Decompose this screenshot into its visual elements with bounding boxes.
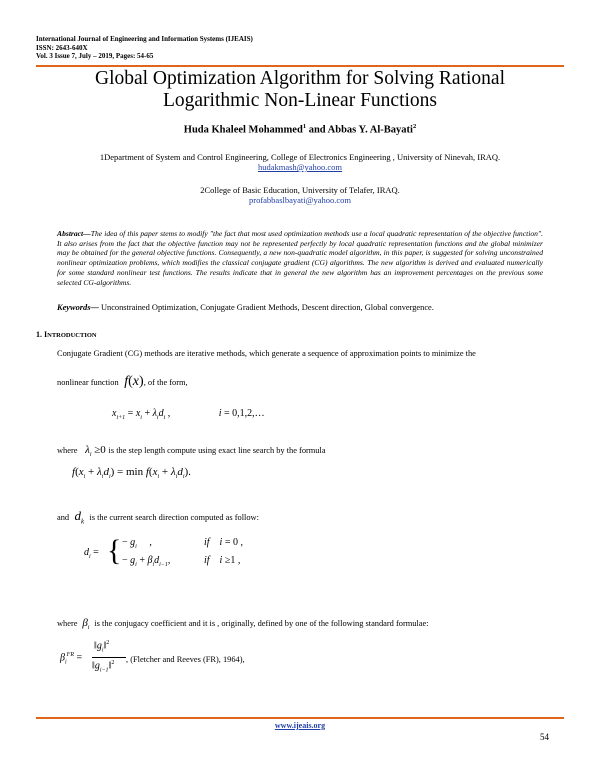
equation-line-search: $f(x_i + \lambda_id_i) = \min f(x_i + \lambda_id_i)$. bbox=[72, 466, 191, 481]
email-2-link[interactable]: profabbaslbayati@yahoo.com bbox=[248, 195, 351, 205]
paragraph-1: Conjugate Gradient (CG) methods are iterative methods, which generate a sequence of approximation points to minimize the bbox=[57, 349, 476, 358]
equation-dk: $d_k$ bbox=[71, 508, 85, 526]
keywords bbox=[57, 303, 557, 312]
affiliation-1 bbox=[40, 152, 560, 172]
journal-issn: ISSN: 2643-640X bbox=[36, 43, 88, 52]
journal-volume: Vol. 3 Issue 7, July – 2019, Pages: 54-65 bbox=[36, 52, 154, 61]
email-1-link[interactable]: hudakmash@yahoo.com bbox=[257, 162, 343, 172]
author-1: Huda Khaleel Mohammed bbox=[183, 124, 303, 136]
affiliation-2-text: 2College of Basic Education, University of Telafer, IRAQ. bbox=[200, 185, 400, 195]
equation-direction: $d_i$ = { − $g_i$ , if i = 0 , − $g_i + \beta_id_{i-1}$, if i ≥1 , bbox=[84, 534, 243, 568]
footer-rule bbox=[36, 717, 564, 719]
title-line-1: Global Optimization Algorithm for Solving Rational bbox=[94, 68, 505, 89]
section-heading: 1. INTRODUCTION bbox=[36, 330, 97, 339]
author-2-sup: 2 bbox=[412, 123, 417, 130]
page-number: 54 bbox=[540, 732, 549, 742]
author-1-sup: 1 bbox=[302, 123, 307, 130]
affiliation-1-text: 1Department of System and Control Engineering, College of Electronics Engineering , University of Ninevah, IRAQ. bbox=[99, 152, 501, 162]
header-rule bbox=[36, 65, 564, 67]
journal-header bbox=[36, 35, 253, 61]
journal-name: International Journal of Engineering and Information Systems (IJEAIS) bbox=[36, 35, 253, 43]
equation-fx: f(x) bbox=[120, 374, 144, 389]
equation-iteration: $x_{i+1} = x_i + \lambda_id_i$ , i = 0,1,2,… bbox=[112, 408, 265, 421]
abstract-text: The idea of this paper stems to modify "the fact that most used optimization methods use a local quadratic representation of the objective function". It also arises from the fact that the objective function may not be represented perfectly by local quadratic representation functions and the global minimizer may be obtained for the general objective functions. Consequently, a new non-quadratic model algorithm, in this paper, is suggested for solving unconstrained nonlinear optimization problems, which modifies the classical conjugate gradient (CG) algorithms. The new algorithm is derived and evaluated numerically for some standard nonlinear test functions. The results indicate that in general the new algorithm has an improvement percentages on the previous some selected CG-algorithms. bbox=[57, 229, 543, 287]
keywords-label: Keywords— bbox=[57, 303, 99, 312]
authors bbox=[40, 123, 560, 136]
paragraph-4: and $d_k$ is the current search direction computed as follow: bbox=[57, 508, 259, 526]
abstract-label: Abstract— bbox=[57, 229, 91, 238]
affiliation-2 bbox=[40, 185, 560, 205]
abstract bbox=[57, 229, 543, 287]
paper-title bbox=[40, 68, 560, 112]
paragraph-3: where $\lambda_i \ge 0$ is the step length compute using exact line search by the formula bbox=[57, 444, 326, 459]
author-2: and Abbas Y. Al-Bayati bbox=[306, 124, 413, 136]
equation-fr: $\beta_i^{FR}$ = $‖g_i‖^2$ $‖g_{i-1}‖^2$ bbox=[60, 640, 180, 680]
footer-url-link[interactable]: www.ijeais.org bbox=[274, 721, 326, 730]
keywords-text: Unconstrained Optimization, Conjugate Gradient Methods, Descent direction, Global convergence. bbox=[98, 303, 434, 312]
equation-lambda: $\lambda_i \ge 0$ bbox=[79, 444, 109, 459]
paragraph-2: nonlinear function f(x), of the form, bbox=[57, 374, 188, 389]
paragraph-5: where $\beta_i$ is the conjugacy coefficient and it is , originally, defined by one of the following standard formulae: bbox=[57, 617, 429, 632]
paragraph-6: , (Fletcher and Reeves (FR), 1964), bbox=[126, 655, 245, 664]
equation-beta: $\beta_i$ bbox=[79, 617, 90, 632]
title-line-2: Logarithmic Non-Linear Functions bbox=[162, 90, 438, 111]
